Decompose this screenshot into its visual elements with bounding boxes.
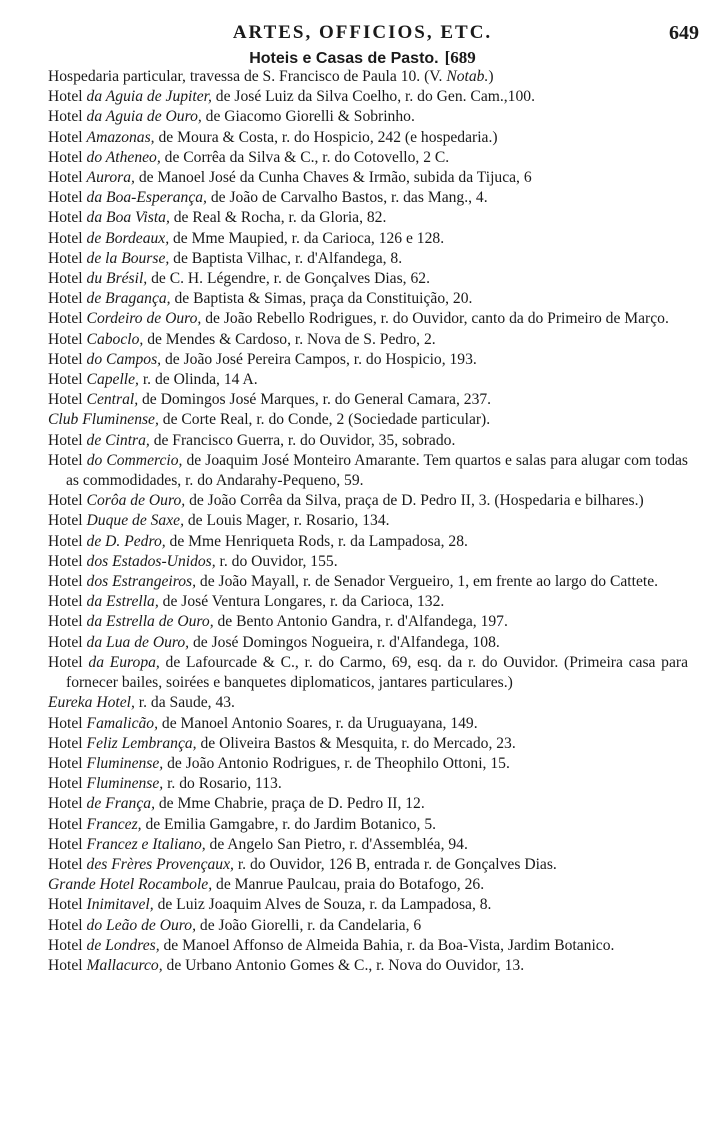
section-heading xyxy=(0,48,725,68)
entry-details: r. da Saude, 43. xyxy=(134,694,235,712)
listing-entry xyxy=(48,370,688,390)
entry-prefix: Hotel xyxy=(48,532,87,550)
entry-name: da Europa, xyxy=(88,653,160,671)
listing-entry xyxy=(48,107,688,127)
listing-entry xyxy=(48,855,688,875)
entry-name: Corôa de Ouro, xyxy=(86,492,186,510)
entry-prefix: Hotel xyxy=(48,815,87,833)
entry-prefix: Hotel xyxy=(48,775,87,793)
listing-entry xyxy=(48,612,688,632)
entry-name: Amazonas, xyxy=(86,128,155,146)
entry-name: du Brésil, xyxy=(86,270,148,288)
entry-name: de D. Pedro, xyxy=(86,532,166,550)
listing-entry xyxy=(48,592,688,612)
entry-name: dos Estrangeiros, xyxy=(86,573,196,591)
listing-entry xyxy=(48,552,688,572)
running-head xyxy=(0,22,725,48)
hotel-listing xyxy=(48,67,688,976)
entry-name: de Bordeaux, xyxy=(86,229,170,247)
entry-details: de Mme Chabrie, praça de D. Pedro II, 12. xyxy=(154,795,425,813)
listing-entry xyxy=(48,754,688,774)
entry-details: de Urbano Antonio Gomes & C., r. Nova do Ouvidor, 13. xyxy=(162,956,525,974)
entry-prefix: Hospedaria particular, travessa de S. Francisco de Paula 10. (V. xyxy=(48,68,447,85)
entry-details: de Lafourcade & C., r. do Carmo, 69, esq. da r. do Ouvidor. (Primeira casa para fornecer bailes, soirées e banquetes diplomaticos, jantares particulares.) xyxy=(66,653,689,692)
listing-entry xyxy=(48,128,688,148)
entry-details: de Francisco Guerra, r. do Ouvidor, 35, sobrado. xyxy=(149,431,456,449)
entry-name: do Leão de Ouro, xyxy=(86,916,196,934)
entry-prefix: Hotel xyxy=(48,310,87,328)
entry-prefix: Hotel xyxy=(48,633,87,651)
listing-entry xyxy=(48,794,688,814)
entry-details: de José Domingos Nogueira, r. d'Alfandega, 108. xyxy=(189,633,500,651)
entry-details: de João Giorelli, r. da Candelaria, 6 xyxy=(196,916,422,934)
entry-prefix: Hotel xyxy=(48,249,87,267)
entry-name: Francez, xyxy=(86,815,142,833)
entry-prefix: Hotel xyxy=(48,795,87,813)
entry-name: Caboclo, xyxy=(86,330,144,348)
entry-details: de Louis Mager, r. Rosario, 134. xyxy=(183,512,390,530)
entry-prefix: Hotel xyxy=(48,451,87,469)
entry-name: de Cintra, xyxy=(86,431,150,449)
listing-entry xyxy=(48,410,688,430)
entry-details: de Luiz Joaquim Alves de Souza, r. da Lampadosa, 8. xyxy=(153,896,492,914)
entry-details: de Manoel José da Cunha Chaves & Irmão, subida da Tijuca, 6 xyxy=(134,169,532,187)
entry-name: Grande Hotel Rocambole, xyxy=(48,876,213,894)
entry-details: de Giacomo Giorelli & Sobrinho. xyxy=(201,108,415,126)
entry-details: r. do Rosario, 113. xyxy=(163,775,282,793)
entry-prefix: Hotel xyxy=(48,754,87,772)
entry-prefix: Hotel xyxy=(48,148,87,166)
listing-entry xyxy=(48,67,688,87)
entry-details: de Manrue Paulcau, praia do Botafogo, 26. xyxy=(212,876,485,894)
entry-prefix: Hotel xyxy=(48,896,87,914)
entry-details: de Domingos José Marques, r. do General Camara, 237. xyxy=(138,391,492,409)
listing-entry xyxy=(48,633,688,653)
entry-prefix: Hotel xyxy=(48,573,87,591)
entry-prefix: Hotel xyxy=(48,734,87,752)
listing-entry xyxy=(48,835,688,855)
entry-prefix: Hotel xyxy=(48,593,87,611)
entry-details: r. do Ouvidor, 155. xyxy=(215,552,338,570)
page-number: 649 xyxy=(669,22,699,44)
entry-prefix: Hotel xyxy=(48,391,87,409)
entry-name: da Estrella de Ouro, xyxy=(86,613,214,631)
entry-prefix: Hotel xyxy=(48,653,89,671)
entry-prefix: Hotel xyxy=(48,835,87,853)
entry-name: da Boa Vista, xyxy=(86,209,170,227)
entry-details: de Moura & Costa, r. do Hospicio, 242 (e hospedaria.) xyxy=(154,128,498,146)
listing-entry xyxy=(48,572,688,592)
entry-prefix: Hotel xyxy=(48,229,87,247)
entry-name: Fluminense, xyxy=(86,775,164,793)
entry-details: de Mme Maupied, r. da Carioca, 126 e 128. xyxy=(169,229,445,247)
entry-prefix: Hotel xyxy=(48,431,87,449)
entry-details: de João José Pereira Campos, r. do Hospicio, 193. xyxy=(161,350,477,368)
entry-name: Capelle, xyxy=(86,371,139,389)
entry-name: do Commercio, xyxy=(86,451,183,469)
entry-prefix: Hotel xyxy=(48,512,87,530)
entry-name: da Lua de Ouro, xyxy=(86,633,190,651)
entry-details: de João Antonio Rodrigues, r. de Theophilo Ottoni, 15. xyxy=(163,754,510,772)
listing-entry xyxy=(48,229,688,249)
listing-entry xyxy=(48,390,688,410)
entry-details: de Real & Rocha, r. da Gloria, 82. xyxy=(169,209,387,227)
entry-name: da Boa-Esperança, xyxy=(86,189,207,207)
entry-details: de Corrêa da Silva & C., r. do Cotovello, 2 C. xyxy=(160,148,450,166)
entry-name: Aurora, xyxy=(86,169,135,187)
entry-details: de Manoel Antonio Soares, r. da Uruguayana, 149. xyxy=(158,714,478,732)
entry-prefix: Hotel xyxy=(48,714,87,732)
entry-prefix: Hotel xyxy=(48,88,87,106)
entry-details: r. do Ouvidor, 126 B, entrada r. de Gonçalves Dias. xyxy=(233,855,557,873)
entry-details: de C. H. Légendre, r. de Gonçalves Dias, 62. xyxy=(147,270,430,288)
entry-prefix: Hotel xyxy=(48,613,87,631)
entry-name: da Aguia de Jupiter, xyxy=(86,88,212,106)
entry-details: r. de Olinda, 14 A. xyxy=(138,371,258,389)
listing-entry xyxy=(48,956,688,976)
listing-entry xyxy=(48,714,688,734)
listing-entry xyxy=(48,532,688,552)
entry-name: Duque de Saxe, xyxy=(86,512,184,530)
entry-details: de José Ventura Longares, r. da Carioca, 132. xyxy=(158,593,445,611)
entry-name: Notab. xyxy=(446,68,489,85)
listing-entry xyxy=(48,895,688,915)
listing-entry xyxy=(48,330,688,350)
entry-prefix: Hotel xyxy=(48,956,87,974)
entry-prefix: Hotel xyxy=(48,371,87,389)
listing-entry xyxy=(48,875,688,895)
listing-entry xyxy=(48,491,688,511)
entry-name: des Frères Provençaux, xyxy=(86,855,234,873)
listing-entry xyxy=(48,168,688,188)
entry-details: de Corte Real, r. do Conde, 2 (Sociedade particular). xyxy=(158,411,491,429)
listing-entry xyxy=(48,148,688,168)
entry-name: Famalicão, xyxy=(86,714,159,732)
entry-prefix: Hotel xyxy=(48,936,87,954)
listing-entry xyxy=(48,289,688,309)
listing-entry xyxy=(48,350,688,370)
entry-details: de Emilia Gamgabre, r. do Jardim Botanico, 5. xyxy=(141,815,437,833)
running-title: ARTES, OFFICIOS, ETC. xyxy=(232,22,493,43)
entry-name: Inimitavel, xyxy=(86,896,154,914)
entry-details: de José Luiz da Silva Coelho, r. do Gen. Cam.,100. xyxy=(211,88,535,106)
listing-entry xyxy=(48,653,688,693)
section-title: Hoteis e Casas de Pasto. xyxy=(249,50,439,67)
entry-name: Central, xyxy=(86,391,139,409)
entry-name: do Campos, xyxy=(86,350,162,368)
entry-prefix: Hotel xyxy=(48,552,87,570)
listing-entry xyxy=(48,774,688,794)
entry-prefix: Hotel xyxy=(48,169,87,187)
entry-details: de João Rebello Rodrigues, r. do Ouvidor, canto da do Primeiro de Março. xyxy=(201,310,669,328)
entry-prefix: Hotel xyxy=(48,270,87,288)
entry-prefix: Hotel xyxy=(48,350,87,368)
listing-entry xyxy=(48,734,688,754)
entry-name: Cordeiro de Ouro, xyxy=(86,310,202,328)
entry-prefix: Hotel xyxy=(48,916,87,934)
entry-prefix: Hotel xyxy=(48,330,87,348)
entry-details: de Baptista & Simas, praça da Constituição, 20. xyxy=(170,290,473,308)
listing-entry xyxy=(48,815,688,835)
section-page-ref: [689 xyxy=(444,48,476,67)
entry-name: Mallacurco, xyxy=(86,956,163,974)
listing-entry xyxy=(48,451,688,491)
entry-name: de França, xyxy=(86,795,155,813)
entry-name: Fluminense, xyxy=(86,754,164,772)
listing-entry xyxy=(48,208,688,228)
entry-prefix: Hotel xyxy=(48,855,87,873)
entry-name: de la Bourse, xyxy=(86,249,170,267)
entry-details: de João Corrêa da Silva, praça de D. Pedro II, 3. (Hospedaria e bilhares.) xyxy=(185,492,644,510)
listing-entry xyxy=(48,249,688,269)
entry-prefix: Hotel xyxy=(48,209,87,227)
entry-details: de João de Carvalho Bastos, r. das Mang., 4. xyxy=(206,189,488,207)
entry-details: de Joaquim José Monteiro Amarante. Tem quartos e salas para alugar com todas as commodidades, r. do Andarahy-Pequeno, 59. xyxy=(66,451,688,490)
entry-details: de Mme Henriqueta Rods, r. da Lampadosa, 28. xyxy=(165,532,468,550)
entry-name: de Bragança, xyxy=(86,290,171,308)
entry-prefix: Hotel xyxy=(48,290,87,308)
entry-name: Feliz Lembrança, xyxy=(86,734,197,752)
entry-name: da Estrella, xyxy=(86,593,159,611)
entry-name: da Aguia de Ouro, xyxy=(86,108,202,126)
entry-details: de Mendes & Cardoso, r. Nova de S. Pedro, 2. xyxy=(143,330,436,348)
entry-details: de Baptista Vilhac, r. d'Alfandega, 8. xyxy=(169,249,403,267)
listing-entry xyxy=(48,511,688,531)
listing-entry xyxy=(48,269,688,289)
listing-entry xyxy=(48,309,688,329)
entry-details: de Manoel Affonso de Almeida Bahia, r. da Boa-Vista, Jardim Botanico. xyxy=(159,936,615,954)
entry-name: Francez e Italiano, xyxy=(86,835,206,853)
listing-entry xyxy=(48,693,688,713)
entry-name: Club Fluminense, xyxy=(48,411,159,429)
listing-entry xyxy=(48,188,688,208)
listing-entry xyxy=(48,431,688,451)
entry-details: ) xyxy=(488,68,494,85)
entry-prefix: Hotel xyxy=(48,108,87,126)
listing-entry xyxy=(48,87,688,107)
entry-prefix: Hotel xyxy=(48,189,87,207)
listing-entry xyxy=(48,916,688,936)
entry-name: do Atheneo, xyxy=(86,148,161,166)
entry-details: de Angelo San Pietro, r. d'Assembléa, 94. xyxy=(205,835,468,853)
entry-name: dos Estados-Unidos, xyxy=(86,552,216,570)
entry-name: de Londres, xyxy=(86,936,160,954)
entry-details: de Bento Antonio Gandra, r. d'Alfandega, 197. xyxy=(213,613,508,631)
entry-details: de João Mayall, r. de Senador Vergueiro, 1, em frente ao largo do Cattete. xyxy=(196,573,659,591)
listing-entry xyxy=(48,936,688,956)
entry-prefix: Hotel xyxy=(48,492,87,510)
entry-details: de Oliveira Bastos & Mesquita, r. do Mercado, 23. xyxy=(196,734,516,752)
entry-prefix: Hotel xyxy=(48,128,87,146)
entry-name: Eureka Hotel, xyxy=(48,694,135,712)
